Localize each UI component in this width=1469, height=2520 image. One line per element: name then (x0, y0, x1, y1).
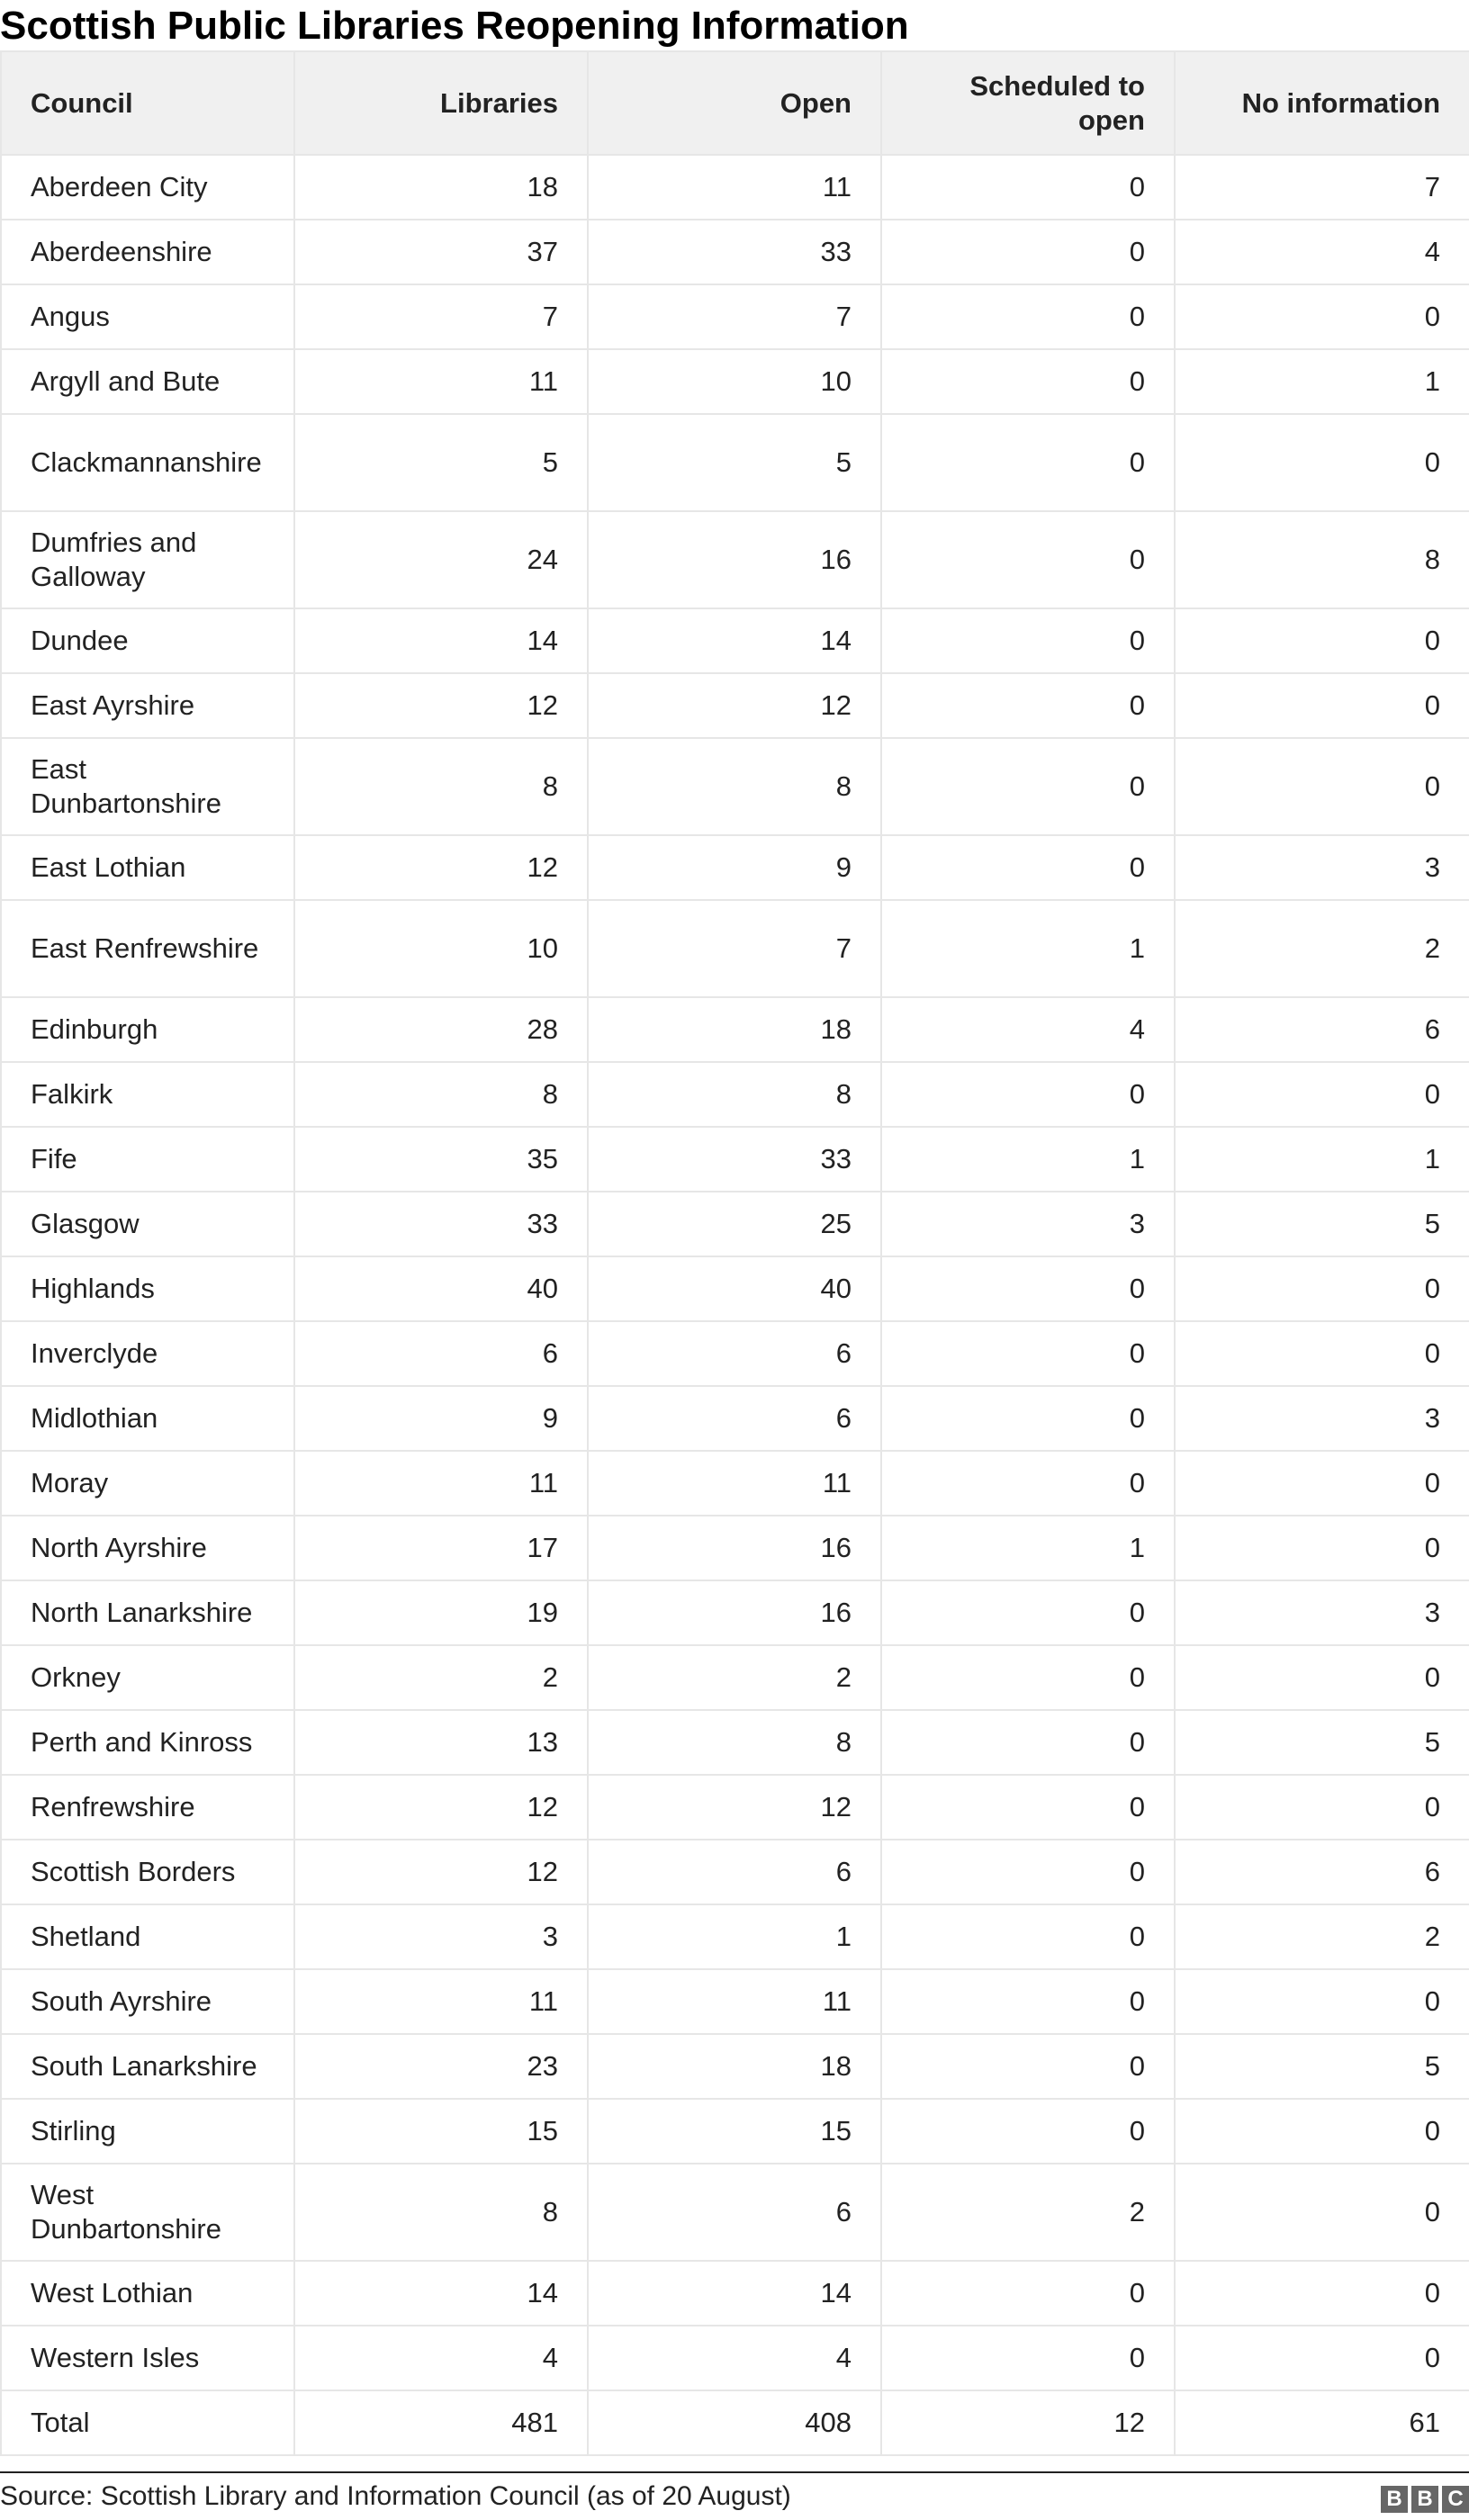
libraries-cell: 8 (294, 1062, 588, 1127)
libraries-cell: 23 (294, 2034, 588, 2099)
open-cell: 10 (588, 349, 881, 414)
open-cell: 5 (588, 414, 881, 511)
council-cell: Midlothian (1, 1386, 294, 1451)
table-row (1, 2034, 1469, 2099)
open-cell: 8 (588, 1062, 881, 1127)
table-row (1, 1710, 1469, 1775)
libraries-cell: 5 (294, 414, 588, 511)
scheduled-cell: 0 (881, 2261, 1175, 2326)
chart-title: Scottish Public Libraries Reopening Information (0, 4, 909, 48)
table-row (1, 1386, 1469, 1451)
libraries-cell: 17 (294, 1516, 588, 1580)
no-information-cell: 3 (1175, 1386, 1469, 1451)
bbc-logo-letter: B (1411, 2486, 1438, 2513)
council-cell: Argyll and Bute (1, 349, 294, 414)
libraries-cell: 6 (294, 1321, 588, 1386)
council-cell: East Renfrewshire (1, 900, 294, 997)
no-information-cell: 0 (1175, 608, 1469, 673)
scheduled-cell: 0 (881, 349, 1175, 414)
open-cell: 6 (588, 1840, 881, 1904)
council-cell: West Dunbartonshire (1, 2164, 294, 2261)
libraries-cell: 7 (294, 284, 588, 349)
no-information-cell: 0 (1175, 2261, 1469, 2326)
scheduled-cell: 0 (881, 1969, 1175, 2034)
no-information-cell: 5 (1175, 2034, 1469, 2099)
libraries-cell: 8 (294, 2164, 588, 2261)
open-cell: 16 (588, 1516, 881, 1580)
libraries-cell: 35 (294, 1127, 588, 1192)
table-row (1, 1645, 1469, 1710)
council-cell: North Lanarkshire (1, 1580, 294, 1645)
table-row (1, 1192, 1469, 1256)
council-cell: Perth and Kinross (1, 1710, 294, 1775)
scheduled-cell: 0 (881, 2326, 1175, 2390)
open-cell: 16 (588, 511, 881, 608)
council-cell: South Lanarkshire (1, 2034, 294, 2099)
table-row (1, 1969, 1469, 2034)
table-row (1, 1062, 1469, 1127)
table-row (1, 1256, 1469, 1321)
scheduled-cell: 0 (881, 220, 1175, 284)
no-information-cell: 0 (1175, 1645, 1469, 1710)
table-row (1, 835, 1469, 900)
no-information-cell: 0 (1175, 2099, 1469, 2164)
libraries-cell: 11 (294, 1451, 588, 1516)
table-row (1, 1840, 1469, 1904)
council-cell: Stirling (1, 2099, 294, 2164)
table-header (1, 51, 1469, 155)
table-row (1, 1516, 1469, 1580)
open-cell: 1 (588, 1904, 881, 1969)
table-row (1, 2099, 1469, 2164)
scheduled-cell: 1 (881, 900, 1175, 997)
open-cell: 14 (588, 2261, 881, 2326)
scheduled-cell: 0 (881, 1256, 1175, 1321)
libraries-table (0, 50, 1469, 2456)
council-cell: Aberdeenshire (1, 220, 294, 284)
no-information-cell: 0 (1175, 1775, 1469, 1840)
table-row (1, 673, 1469, 738)
open-cell: 11 (588, 1969, 881, 2034)
open-cell: 33 (588, 1127, 881, 1192)
table-row (1, 1580, 1469, 1645)
table-row (1, 2261, 1469, 2326)
open-cell: 6 (588, 1321, 881, 1386)
scheduled-cell: 0 (881, 2034, 1175, 2099)
table-row (1, 349, 1469, 414)
scheduled-cell: 0 (881, 1386, 1175, 1451)
open-cell: 12 (588, 1775, 881, 1840)
libraries-cell: 481 (294, 2390, 588, 2455)
council-cell: Aberdeen City (1, 155, 294, 220)
footer-divider (0, 2471, 1469, 2473)
council-cell: Dumfries and Galloway (1, 511, 294, 608)
table-row (1, 511, 1469, 608)
libraries-cell: 33 (294, 1192, 588, 1256)
libraries-cell: 9 (294, 1386, 588, 1451)
council-cell: East Ayrshire (1, 673, 294, 738)
libraries-cell: 37 (294, 220, 588, 284)
no-information-cell: 2 (1175, 900, 1469, 997)
libraries-cell: 13 (294, 1710, 588, 1775)
open-cell: 8 (588, 1710, 881, 1775)
scheduled-cell: 0 (881, 1645, 1175, 1710)
scheduled-cell: 0 (881, 1451, 1175, 1516)
libraries-cell: 12 (294, 1840, 588, 1904)
open-cell: 7 (588, 900, 881, 997)
scheduled-cell: 12 (881, 2390, 1175, 2455)
scheduled-cell: 0 (881, 511, 1175, 608)
council-cell: Edinburgh (1, 997, 294, 1062)
table-row (1, 1321, 1469, 1386)
source-note: Source: Scottish Library and Information Council (as of 20 August) (0, 2481, 791, 2511)
bbc-logo (1381, 2486, 1469, 2513)
council-cell: South Ayrshire (1, 1969, 294, 2034)
council-cell: Total (1, 2390, 294, 2455)
no-information-cell: 1 (1175, 1127, 1469, 1192)
libraries-cell: 19 (294, 1580, 588, 1645)
council-cell: Falkirk (1, 1062, 294, 1127)
table-row (1, 900, 1469, 997)
open-cell: 18 (588, 2034, 881, 2099)
libraries-cell: 10 (294, 900, 588, 997)
open-cell: 11 (588, 155, 881, 220)
council-cell: Dundee (1, 608, 294, 673)
no-information-cell: 0 (1175, 1451, 1469, 1516)
open-cell: 12 (588, 673, 881, 738)
no-information-cell: 7 (1175, 155, 1469, 220)
scheduled-cell: 0 (881, 1904, 1175, 1969)
scheduled-cell: 0 (881, 673, 1175, 738)
table-row (1, 1451, 1469, 1516)
scheduled-cell: 0 (881, 1840, 1175, 1904)
open-cell: 33 (588, 220, 881, 284)
no-information-cell: 0 (1175, 1969, 1469, 2034)
no-information-cell: 0 (1175, 2164, 1469, 2261)
total-row (1, 2390, 1469, 2455)
scheduled-cell: 1 (881, 1127, 1175, 1192)
open-cell: 4 (588, 2326, 881, 2390)
council-cell: Orkney (1, 1645, 294, 1710)
open-cell: 8 (588, 738, 881, 835)
libraries-cell: 12 (294, 1775, 588, 1840)
council-cell: East Dunbartonshire (1, 738, 294, 835)
scheduled-cell: 0 (881, 414, 1175, 511)
no-information-cell: 61 (1175, 2390, 1469, 2455)
no-information-cell: 0 (1175, 1256, 1469, 1321)
open-cell: 6 (588, 1386, 881, 1451)
open-cell: 15 (588, 2099, 881, 2164)
open-cell: 6 (588, 2164, 881, 2261)
table-row (1, 997, 1469, 1062)
libraries-cell: 2 (294, 1645, 588, 1710)
header-row (1, 51, 1469, 155)
no-information-cell: 5 (1175, 1192, 1469, 1256)
bbc-logo-letter: C (1442, 2486, 1469, 2513)
libraries-cell: 4 (294, 2326, 588, 2390)
bbc-logo-letter: B (1381, 2486, 1408, 2513)
no-information-cell: 1 (1175, 349, 1469, 414)
no-information-cell: 0 (1175, 673, 1469, 738)
council-cell: Glasgow (1, 1192, 294, 1256)
open-cell: 7 (588, 284, 881, 349)
council-cell: Angus (1, 284, 294, 349)
open-cell: 9 (588, 835, 881, 900)
no-information-cell: 0 (1175, 284, 1469, 349)
table-row (1, 608, 1469, 673)
libraries-cell: 12 (294, 835, 588, 900)
open-cell: 408 (588, 2390, 881, 2455)
no-information-cell: 3 (1175, 1580, 1469, 1645)
no-information-cell: 8 (1175, 511, 1469, 608)
no-information-cell: 3 (1175, 835, 1469, 900)
no-information-cell: 0 (1175, 738, 1469, 835)
libraries-cell: 14 (294, 608, 588, 673)
council-cell: Fife (1, 1127, 294, 1192)
no-information-cell: 0 (1175, 2326, 1469, 2390)
scheduled-cell: 3 (881, 1192, 1175, 1256)
libraries-cell: 3 (294, 1904, 588, 1969)
no-information-cell: 2 (1175, 1904, 1469, 1969)
open-cell: 16 (588, 1580, 881, 1645)
council-cell: Highlands (1, 1256, 294, 1321)
libraries-cell: 14 (294, 2261, 588, 2326)
column-header-open: Open (588, 51, 881, 155)
scheduled-cell: 0 (881, 284, 1175, 349)
table-row (1, 414, 1469, 511)
open-cell: 2 (588, 1645, 881, 1710)
council-cell: North Ayrshire (1, 1516, 294, 1580)
table-row (1, 155, 1469, 220)
scheduled-cell: 0 (881, 835, 1175, 900)
no-information-cell: 5 (1175, 1710, 1469, 1775)
council-cell: Inverclyde (1, 1321, 294, 1386)
table-row (1, 1127, 1469, 1192)
libraries-cell: 24 (294, 511, 588, 608)
no-information-cell: 6 (1175, 997, 1469, 1062)
scheduled-cell: 2 (881, 2164, 1175, 2261)
no-information-cell: 0 (1175, 1321, 1469, 1386)
no-information-cell: 0 (1175, 1516, 1469, 1580)
open-cell: 40 (588, 1256, 881, 1321)
scheduled-cell: 4 (881, 997, 1175, 1062)
table-row (1, 2164, 1469, 2261)
column-header-council: Council (1, 51, 294, 155)
libraries-cell: 28 (294, 997, 588, 1062)
scheduled-cell: 0 (881, 1580, 1175, 1645)
column-header-no-information: No information (1175, 51, 1469, 155)
no-information-cell: 4 (1175, 220, 1469, 284)
scheduled-cell: 0 (881, 608, 1175, 673)
scheduled-cell: 1 (881, 1516, 1175, 1580)
no-information-cell: 0 (1175, 1062, 1469, 1127)
council-cell: Renfrewshire (1, 1775, 294, 1840)
scheduled-cell: 0 (881, 1321, 1175, 1386)
council-cell: Clackmannanshire (1, 414, 294, 511)
open-cell: 14 (588, 608, 881, 673)
council-cell: Shetland (1, 1904, 294, 1969)
scheduled-cell: 0 (881, 155, 1175, 220)
open-cell: 25 (588, 1192, 881, 1256)
table-row (1, 220, 1469, 284)
scheduled-cell: 0 (881, 1062, 1175, 1127)
table-row (1, 1775, 1469, 1840)
scheduled-cell: 0 (881, 738, 1175, 835)
column-header-scheduled: Scheduled to open (881, 51, 1175, 155)
libraries-cell: 8 (294, 738, 588, 835)
table-row (1, 738, 1469, 835)
no-information-cell: 0 (1175, 414, 1469, 511)
libraries-cell: 15 (294, 2099, 588, 2164)
scheduled-cell: 0 (881, 2099, 1175, 2164)
scheduled-cell: 0 (881, 1710, 1175, 1775)
council-cell: Scottish Borders (1, 1840, 294, 1904)
libraries-cell: 18 (294, 155, 588, 220)
council-cell: West Lothian (1, 2261, 294, 2326)
table-row (1, 284, 1469, 349)
no-information-cell: 6 (1175, 1840, 1469, 1904)
open-cell: 18 (588, 997, 881, 1062)
libraries-cell: 12 (294, 673, 588, 738)
column-header-libraries: Libraries (294, 51, 588, 155)
table-row (1, 2326, 1469, 2390)
table-body (1, 155, 1469, 2455)
council-cell: Western Isles (1, 2326, 294, 2390)
table-row (1, 1904, 1469, 1969)
council-cell: East Lothian (1, 835, 294, 900)
open-cell: 11 (588, 1451, 881, 1516)
scheduled-cell: 0 (881, 1775, 1175, 1840)
libraries-cell: 40 (294, 1256, 588, 1321)
libraries-cell: 11 (294, 1969, 588, 2034)
council-cell: Moray (1, 1451, 294, 1516)
libraries-cell: 11 (294, 349, 588, 414)
